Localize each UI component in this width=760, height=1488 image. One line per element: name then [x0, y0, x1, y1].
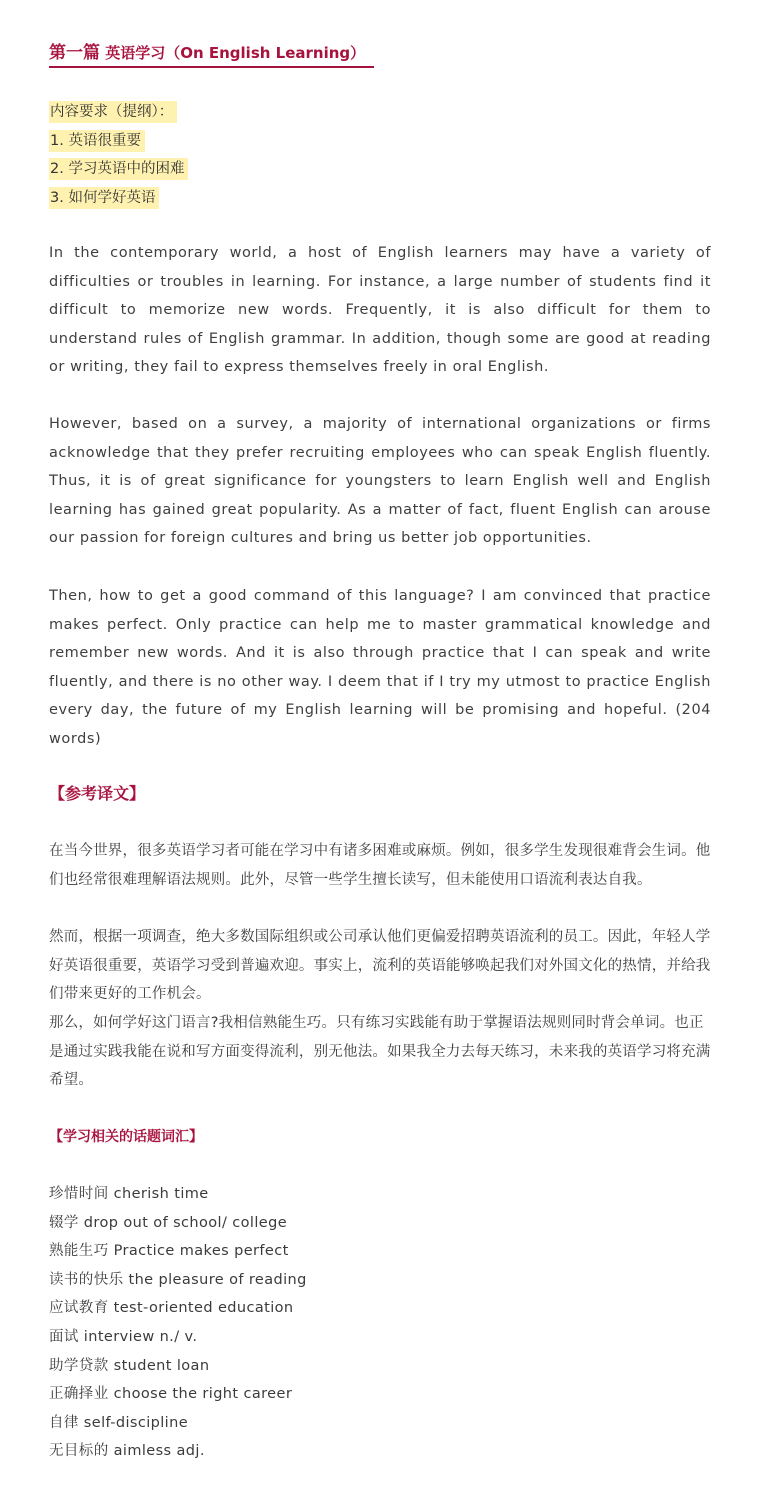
vocabulary-item: 自律 self-discipline [49, 1414, 189, 1431]
title-sub: 英语学习（On English Learning） [100, 44, 366, 62]
essay-paragraph: However, based on a survey, a majority of international organizations or firms acknowledge that they prefer recruiting employees who can speak English fluently. Thus, it is of great significance for youngsters to learn English well and English learning has gained great popularity. As a matter of fact, fluent English can arouse our passion for foreign cultures and bring us better job opportunities. [49, 416, 711, 547]
title-main: 第一篇 [49, 43, 100, 63]
essay-paragraph: Then, how to get a good command of this language? I am convinced that practice makes perfect. Only practice can help me to master grammatical knowledge and remember new words. And it is also through practice that I can speak and write fluently, and there is no other way. I deem that if I try my utmost to practice English every day, the future of my English learning will be promising and hopeful. (204 words) [49, 588, 711, 747]
vocabulary-item: 正确择业 choose the right career [49, 1386, 293, 1403]
vocabulary-item: 熟能生巧 Practice makes perfect [49, 1243, 289, 1260]
outline-item: 1. 英语很重要 [49, 130, 145, 152]
outline-block [49, 98, 188, 212]
translation-paragraph: 那么，如何学好这门语言?我相信熟能生巧。只有练习实践能有助于掌握语法规则同时背会单词。也正是通过实践我能在说和写方面变得流利，别无他法。如果我全力去每天练习，未来我的英语学习将充满希望。 [49, 1015, 711, 1089]
outline-item: 3. 如何学好英语 [49, 187, 159, 209]
translation-heading: 【参考译文】 [49, 784, 146, 803]
vocabulary-item: 读书的快乐 the pleasure of reading [49, 1271, 307, 1288]
vocabulary-item: 应试教育 test-oriented education [49, 1300, 294, 1317]
vocabulary-item: 辍学 drop out of school/ college [49, 1214, 288, 1231]
essay-paragraph: In the contemporary world, a host of English learners may have a variety of difficulties or troubles in learning. For instance, a large number of students find it difficult to memorize new words. Frequently, it is also difficult for them to understand rules of English grammar. In addition, though some are good at reading or writing, they fail to express themselves freely in oral English. [49, 245, 711, 376]
vocabulary-item: 助学贷款 student loan [49, 1357, 210, 1374]
vocabulary-item: 珍惜时间 cherish time [49, 1186, 209, 1202]
vocabulary-heading: 【学习相关的话题词汇】 [49, 1129, 203, 1145]
vocabulary-list [49, 1180, 307, 1466]
vocabulary-item: 面试 interview n./ v. [49, 1328, 198, 1345]
vocabulary-item: 无目标的 aimless adj. [49, 1443, 205, 1460]
translation-paragraph: 然而，根据一项调查，绝大多数国际组织或公司承认他们更偏爱招聘英语流利的员工。因此，年轻人学好英语很重要，英语学习受到普遍欢迎。事实上，流利的英语能够唤起我们对外国文化的热情，并给我们带来更好的工作机会。 [49, 929, 711, 1003]
translation-paragraph: 在当今世界，很多英语学习者可能在学习中有诸多困难或麻烦。例如，很多学生发现很难背会生词。他们也经常很难理解语法规则。此外，尽管一些学生擅长读写，但未能使用口语流利表达自我。 [49, 843, 711, 888]
article-title [49, 40, 374, 68]
outline-heading: 内容要求（提纲）： [49, 101, 177, 123]
outline-item: 2. 学习英语中的困难 [49, 158, 188, 180]
